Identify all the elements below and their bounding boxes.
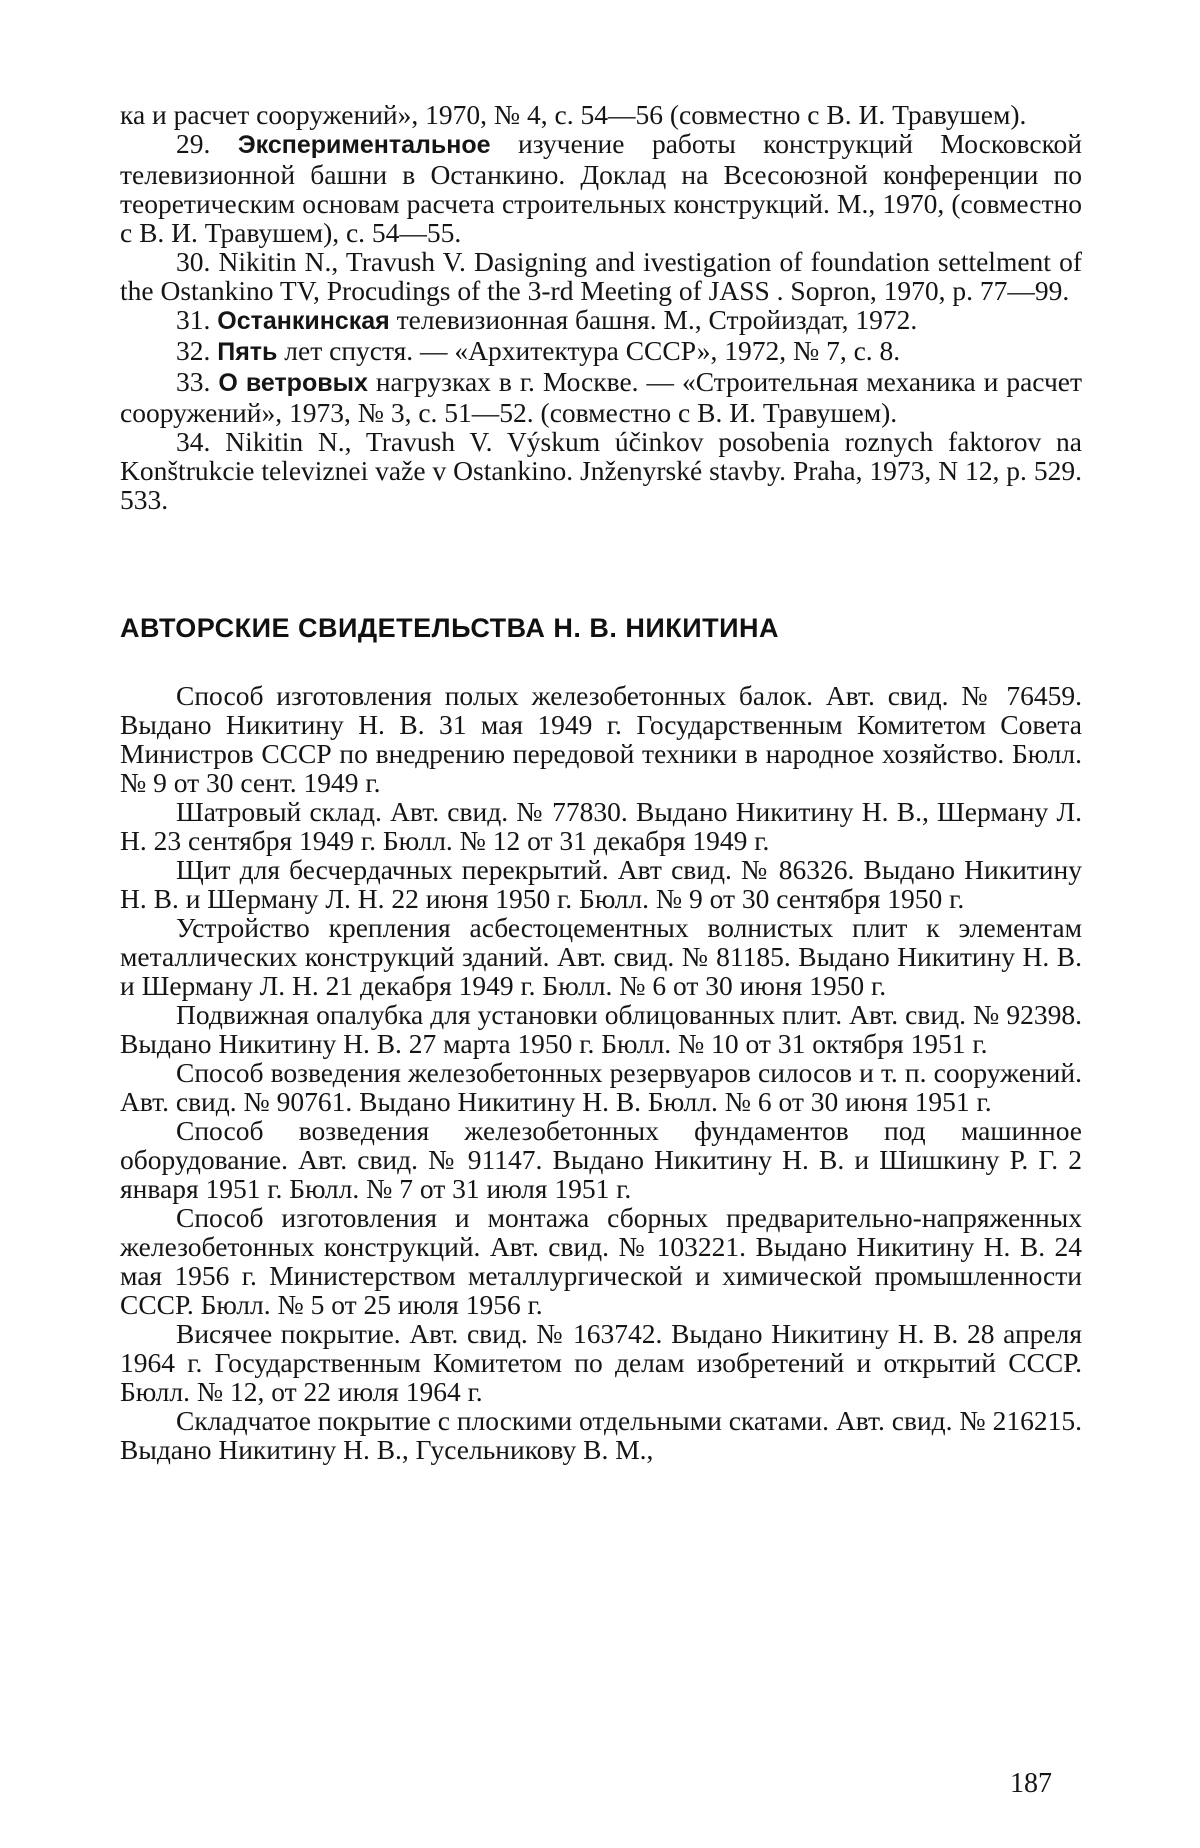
certificate-entry: Шатровый склад. Авт. свид. № 77830. Выдано Никитину Н. В., Шерману Л. Н. 23 сентября 1949 г. Бюлл. № 12 от 31 декабря 1949 г.: [120, 796, 1082, 856]
certificate-entry: Складчатое покрытие с плоскими отдельными скатами. Авт. свид. № 216215. Выдано Никитину Н. В., Гусельникову В. М.,: [120, 1405, 1082, 1465]
reference-33: [120, 367, 1082, 427]
references-list: [120, 100, 1082, 514]
reference-29: [120, 129, 1082, 247]
reference-number: 30.: [176, 246, 211, 277]
reference-lead: Пять: [217, 338, 278, 366]
reference-number: 33.: [176, 366, 211, 397]
reference-text: Nikitin N., Travush V. Výskum účinkov posobenia roznych faktorov na Konštrukcie televiznei važe v Ostankino. Jnženyrské stavby. Praha, 1973, N 12, p. 529. 533.: [120, 426, 1082, 515]
reference-lead: Останкинская: [217, 307, 390, 335]
reference-34: [120, 427, 1082, 514]
reference-lead: О ветровых: [218, 369, 368, 397]
reference-32: [120, 336, 1082, 367]
certificate-entry: Способ изготовления и монтажа сборных предварительно-напряженных железобетонных конструкций. Авт. свид. № 103221. Выдано Никитину Н. В. 24 мая 1956 г. Министерством металлургической и химической промышленности СССР. Бюлл. № 5 от 25 июля 1956 г.: [120, 1202, 1082, 1320]
reference-number: 32.: [176, 335, 211, 366]
reference-number: 31.: [176, 304, 211, 335]
reference-text: телевизионная башня. М., Стройиздат, 1972.: [389, 304, 918, 335]
reference-text: нагрузках в г. Москве. — «Строительная механика и расчет сооружений», 1973, № 3, с. 51—52. (совместно с В. И. Травушем).: [120, 366, 1083, 428]
certificate-entry: Устройство крепления асбестоцементных волнистых плит к элементам металлических конструкций зданий. Авт. свид. № 81185. Выдано Никитину Н. В. и Шерману Л. Н. 21 декабря 1949 г. Бюлл. № 6 от 30 июня 1950 г.: [120, 912, 1082, 1001]
certificate-entry: Способ возведения железобетонных фундаментов под машинное оборудование. Авт. свид. № 91147. Выдано Никитину Н. В. и Шишкину Р. Г. 2 января 1951 г. Бюлл. № 7 от 31 июля 1951 г.: [120, 1115, 1082, 1204]
reference-text: ка и расчет сооружений», 1970, № 4, с. 54—56 (совместно с В. И. Травушем).: [120, 99, 1027, 130]
page-number: 187: [1010, 1768, 1052, 1799]
section-heading: АВТОРСКИЕ СВИДЕТЕЛЬСТВА Н. В. НИКИТИНА: [120, 613, 780, 643]
certificate-entry: Подвижная опалубка для установки облицованных плит. Авт. свид. № 92398. Выдано Никитину Н. В. 27 марта 1950 г. Бюлл. № 10 от 31 октября 1951 г.: [120, 999, 1082, 1059]
reference-lead: Экспериментальное: [237, 131, 491, 159]
certificate-entry: Висячее покрытие. Авт. свид. № 163742. Выдано Никитину Н. В. 28 апреля 1964 г. Государственным Комитетом по делам изобретений и открытий СССР. Бюлл. № 12, от 22 июля 1964 г.: [120, 1318, 1082, 1407]
certificate-entry: Способ изготовления полых железобетонных балок. Авт. свид. № 76459. Выдано Никитину Н. В. 31 мая 1949 г. Государственным Комитетом Совета Министров СССР по внедрению передовой техники в народное хозяйство. Бюлл. № 9 от 30 сент. 1949 г.: [120, 680, 1082, 798]
reference-number: 34.: [176, 426, 211, 457]
reference-continuation: [120, 100, 1082, 129]
certificate-entry: Щит для бесчердачных перекрытий. Авт свид. № 86326. Выдано Никитину Н. В. и Шерману Л. Н. 22 июня 1950 г. Бюлл. № 9 от 30 сентября 1950 г.: [120, 854, 1082, 914]
reference-number: 29.: [176, 128, 211, 159]
certificate-entry: Способ возведения железобетонных резервуаров силосов и т. п. сооружений. Авт. свид. № 90761. Выдано Никитину Н. В. Бюлл. № 6 от 30 июня 1951 г.: [120, 1057, 1082, 1117]
reference-text: лет спустя. — «Архитектура СССР», 1972, № 7, с. 8.: [277, 335, 901, 366]
reference-text: изучение работы конструкций Московской телевизионной башни в Останкино. Доклад на Всесоюзной конференции по теоретическим основам расчета строительных конструкций. М., 1970, (совместно с В. И. Травушем), с. 54—55.: [120, 128, 1083, 248]
reference-31: [120, 305, 1082, 336]
reference-text: Nikitin N., Travush V. Dasigning and ivestigation of foundation settelment of the Ostankino TV, Procudings of the 3-rd Meeting of JASS . Sopron, 1970, p. 77—99.: [120, 246, 1082, 306]
certificates-list: [120, 681, 1082, 1464]
reference-30: [120, 247, 1082, 305]
page-body: [120, 100, 1082, 1464]
